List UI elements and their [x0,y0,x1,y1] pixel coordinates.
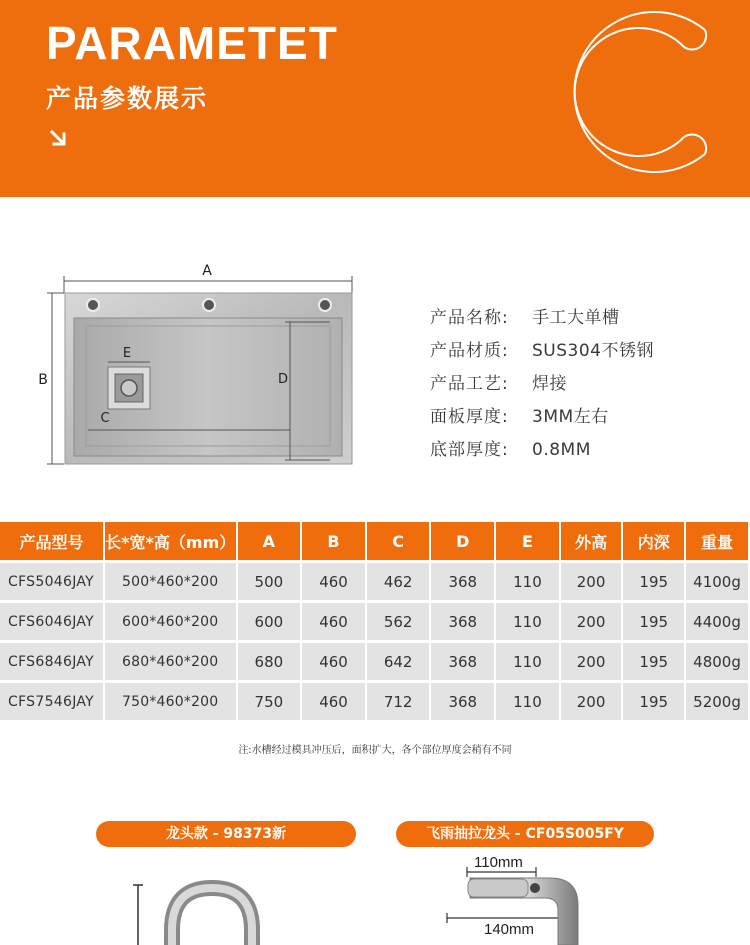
cell-outer-height: 200 [561,683,622,723]
cell-inner-depth: 195 [623,643,684,683]
letter-c-decoration-icon [558,0,718,175]
cell-b: 460 [302,683,365,723]
cell-model: CFS6046JAY [0,603,103,643]
cell-c: 712 [367,683,430,723]
spec-row [430,434,654,467]
cell-c: 462 [367,563,430,603]
footnote: 注:水槽经过模具冲压后，面积扩大，各个部位厚度会稍有不同 [238,745,512,756]
header-outer-height: 外高 [561,522,622,563]
gooseneck-faucet-image [133,885,252,945]
cell-a: 750 [238,683,301,723]
cell-d: 368 [431,683,494,723]
header-dimensions: 长*宽*高（mm） [105,522,236,563]
cell-outer-height: 200 [561,603,622,643]
cell-weight: 4100g [686,563,748,603]
cell-outer-height: 200 [561,643,622,683]
spec-row [430,335,654,368]
dim-label-d: D [277,372,289,387]
cell-dimensions: 500*460*200 [105,563,236,603]
table-header-row [0,522,748,563]
dim-label-top: 110mm [474,854,523,871]
spec-key: 产品名称: [430,308,509,328]
header-d: D [431,522,494,563]
dim-label-e: E [122,346,132,361]
spec-list [430,302,654,467]
cell-b: 460 [302,603,365,643]
header-model: 产品型号 [0,522,103,563]
header-banner [0,0,750,197]
header-weight: 重量 [686,522,748,563]
cell-dimensions: 680*460*200 [105,643,236,683]
tap-hole-middle [203,299,215,311]
cell-inner-depth: 195 [623,603,684,643]
spec-key: 产品工艺: [430,374,509,394]
cell-weight: 4400g [686,603,748,643]
tap-hole-right [319,299,331,311]
cell-model: CFS7546JAY [0,683,103,723]
parameter-table [0,522,750,723]
spec-row [430,302,654,335]
spec-key: 底部厚度: [430,440,509,460]
table-row [0,603,748,643]
spec-value: SUS304不锈钢 [532,341,654,361]
cell-outer-height: 200 [561,563,622,603]
cell-weight: 4800g [686,643,748,683]
faucet-images [0,850,750,945]
spec-row [430,401,654,434]
spec-value: 3MM左右 [532,407,609,427]
spec-key: 产品材质: [430,341,509,361]
cell-a: 600 [238,603,301,643]
tap-hole-left [87,299,99,311]
cell-model: CFS6846JAY [0,643,103,683]
faucet-title-right: 飞雨抽拉龙头 - CF05S005FY [396,821,654,847]
cell-e: 110 [496,563,559,603]
cell-e: 110 [496,603,559,643]
cell-b: 460 [302,643,365,683]
dim-label-c: C [100,411,110,426]
cell-e: 110 [496,683,559,723]
cell-dimensions: 600*460*200 [105,603,236,643]
cell-inner-depth: 195 [623,683,684,723]
cell-model: CFS5046JAY [0,563,103,603]
table-row [0,643,748,683]
faucet-title-left: 龙头款 - 98373新 [96,821,356,847]
table-row [0,683,748,723]
table-row [0,563,748,603]
cell-d: 368 [431,563,494,603]
cell-b: 460 [302,563,365,603]
spec-value: 手工大单槽 [532,308,620,328]
cell-inner-depth: 195 [623,563,684,603]
header-b: B [302,522,365,563]
banner-title: PARAMETET [46,17,338,69]
cell-e: 110 [496,643,559,683]
cell-c: 562 [367,603,430,643]
cell-a: 680 [238,643,301,683]
cell-c: 642 [367,643,430,683]
dim-label-bottom: 140mm [484,921,535,938]
header-a: A [238,522,301,563]
spec-row [430,368,654,401]
arrow-down-right-icon [48,128,68,148]
header-inner-depth: 内深 [623,522,684,563]
dim-label-a: A [202,263,212,279]
header-e: E [496,522,559,563]
cell-d: 368 [431,603,494,643]
cell-a: 500 [238,563,301,603]
spec-value: 0.8MM [532,440,591,460]
dim-label-b: B [38,372,48,388]
header-c: C [367,522,430,563]
cell-dimensions: 750*460*200 [105,683,236,723]
spec-value: 焊接 [532,374,567,394]
cell-weight: 5200g [686,683,748,723]
banner-subtitle: 产品参数展示 [46,84,209,113]
cell-d: 368 [431,643,494,683]
spec-key: 面板厚度: [430,407,509,427]
